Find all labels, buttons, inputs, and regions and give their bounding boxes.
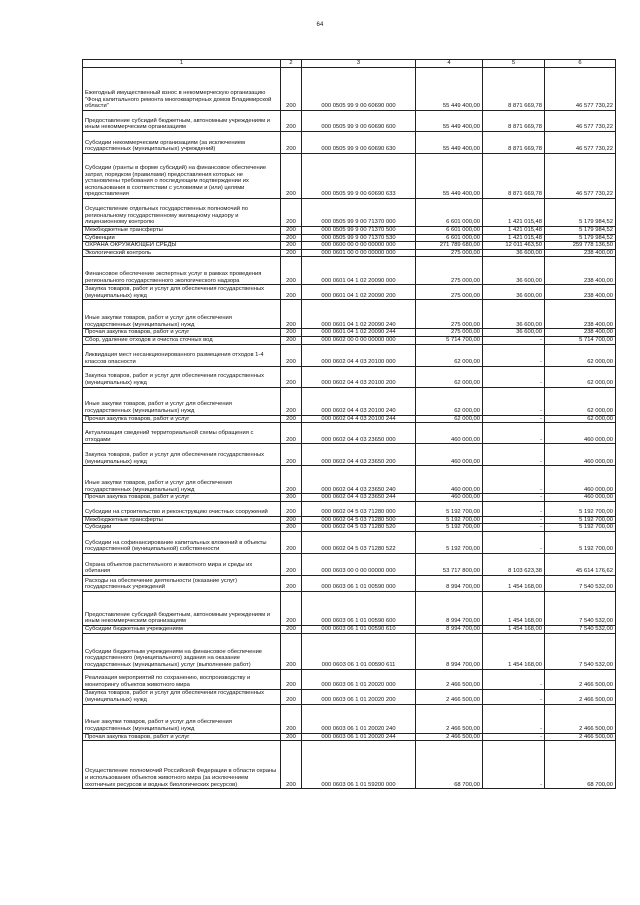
item-name-cell: Закупка товаров, работ и услуг для обеспечения государственных (муниципальных) нужд (83, 444, 281, 466)
line-code-cell: 200 (281, 494, 302, 502)
line-code-cell: 200 (281, 501, 302, 516)
approved-amount-cell: 2 466 500,00 (416, 733, 483, 741)
approved-amount-cell: 62 000,00 (416, 415, 483, 423)
budget-classification-code-cell: 000 0603 00 0 00 00000 000 (302, 553, 416, 575)
approved-amount-cell: 5 192 700,00 (416, 524, 483, 532)
budget-classification-code-cell: 000 0602 04 4 03 23650 240 (302, 466, 416, 494)
executed-amount-cell: - (483, 466, 545, 494)
executed-amount-cell: 1 421 015,48 (483, 234, 545, 242)
approved-amount-cell: 460 000,00 (416, 466, 483, 494)
budget-classification-code-cell: 000 0602 04 4 03 23650 244 (302, 494, 416, 502)
table-header (83, 60, 616, 68)
executed-amount-cell: - (483, 501, 545, 516)
budget-classification-code-cell: 000 0602 00 0 00 00000 000 (302, 336, 416, 344)
remaining-amount-cell: 5 192 700,00 (545, 501, 616, 516)
remaining-amount-cell: 5 192 700,00 (545, 516, 616, 524)
table-row (83, 516, 616, 524)
remaining-amount-cell: 7 540 532,00 (545, 575, 616, 591)
table-row (83, 444, 616, 466)
line-code-cell: 200 (281, 423, 302, 444)
budget-classification-code-cell: 000 0601 04 1 02 20090 240 (302, 300, 416, 329)
line-code-cell: 200 (281, 111, 302, 132)
remaining-amount-cell: 460 000,00 (545, 423, 616, 444)
table-row (83, 466, 616, 494)
approved-amount-cell: 460 000,00 (416, 494, 483, 502)
item-name-cell: Иные закупки товаров, работ и услуг для обеспечения государственных (муниципальных) нужд (83, 387, 281, 415)
budget-classification-code-cell: 000 0602 04 4 03 20100 000 (302, 344, 416, 366)
executed-amount-cell: - (483, 733, 545, 741)
item-name-cell: Субсидии на строительство и реконструкцию очистных сооружений (83, 501, 281, 516)
budget-classification-code-cell: 000 0603 06 1 01 00590 611 (302, 633, 416, 669)
line-code-cell: 200 (281, 733, 302, 741)
budget-classification-code-cell: 000 0603 06 1 01 20020 240 (302, 704, 416, 733)
item-name-cell: Прочая закупка товаров, работ и услуг (83, 415, 281, 423)
table-row (83, 591, 616, 625)
approved-amount-cell: 6 601 000,00 (416, 227, 483, 235)
item-name-cell: Прочая закупка товаров, работ и услуг (83, 733, 281, 741)
item-name-cell: Финансовое обеспечение экспертных услуг в рамках проведения регионального государственного экологического надзора (83, 257, 281, 285)
item-name-cell: Субсидии некоммерческим организациям (за исключением государственных (муниципальных) учреждений) (83, 132, 281, 154)
budget-classification-code-cell: 000 0505 99 9 00 60690 633 (302, 154, 416, 199)
approved-amount-cell: 55 449 400,00 (416, 68, 483, 111)
budget-classification-code-cell: 000 0601 04 1 02 20090 244 (302, 329, 416, 337)
budget-classification-code-cell: 000 0505 99 9 00 60690 600 (302, 111, 416, 132)
remaining-amount-cell: 7 540 532,00 (545, 633, 616, 669)
approved-amount-cell: 5 192 700,00 (416, 501, 483, 516)
item-name-cell: Субсидии бюджетным учреждениям (83, 625, 281, 633)
approved-amount-cell: 8 994 700,00 (416, 625, 483, 633)
budget-classification-code-cell: 000 0603 06 1 01 20020 244 (302, 733, 416, 741)
executed-amount-cell: - (483, 344, 545, 366)
item-name-cell: Предоставление субсидий бюджетным, автономным учреждениям и иным некоммерческим организациям (83, 111, 281, 132)
approved-amount-cell: 2 466 500,00 (416, 704, 483, 733)
executed-amount-cell: 36 600,00 (483, 329, 545, 337)
item-name-cell: Иные закупки товаров, работ и услуг для обеспечения государственных (муниципальных) нужд (83, 300, 281, 329)
table-row (83, 415, 616, 423)
column-number-row (83, 60, 616, 68)
line-code-cell: 200 (281, 466, 302, 494)
table-row (83, 741, 616, 789)
approved-amount-cell: 460 000,00 (416, 423, 483, 444)
budget-classification-code-cell: 000 0603 06 1 01 59200 000 (302, 741, 416, 789)
executed-amount-cell: 36 600,00 (483, 257, 545, 285)
approved-amount-cell: 62 000,00 (416, 344, 483, 366)
table-row (83, 669, 616, 689)
table-row (83, 625, 616, 633)
line-code-cell: 200 (281, 689, 302, 704)
budget-classification-code-cell: 000 0603 06 1 01 20020 200 (302, 689, 416, 704)
item-name-cell: Закупка товаров, работ и услуг для обеспечения государственных (муниципальных) нужд (83, 689, 281, 704)
column-number-6: 6 (545, 60, 616, 68)
line-code-cell: 200 (281, 669, 302, 689)
budget-classification-code-cell: 000 0603 06 1 01 20020 000 (302, 669, 416, 689)
remaining-amount-cell: 46 577 730,22 (545, 132, 616, 154)
table-row (83, 524, 616, 532)
budget-classification-code-cell: 000 0505 99 9 00 60690 000 (302, 68, 416, 111)
item-name-cell: Актуализация сведений территориальной схемы обращения с отходами (83, 423, 281, 444)
budget-classification-code-cell: 000 0602 04 4 03 23650 000 (302, 423, 416, 444)
table-row (83, 344, 616, 366)
table-row (83, 553, 616, 575)
approved-amount-cell: 6 601 000,00 (416, 199, 483, 227)
item-name-cell: Субвенции (83, 234, 281, 242)
item-name-cell: Иные закупки товаров, работ и услуг для обеспечения государственных (муниципальных) нужд (83, 704, 281, 733)
item-name-cell: Субсидии (гранты в форме субсидий) на финансовое обеспечение затрат, порядком (правилами) предоставления которых не установлены требования о последующем подтверждении их использования в соответствии с условиями и (или) целями предоставления (83, 154, 281, 199)
budget-classification-code-cell: 000 0602 04 4 03 20100 240 (302, 387, 416, 415)
remaining-amount-cell: 62 000,00 (545, 415, 616, 423)
table-row (83, 531, 616, 553)
table-row (83, 633, 616, 669)
budget-classification-code-cell: 000 0603 06 1 01 00590 600 (302, 591, 416, 625)
line-code-cell: 200 (281, 366, 302, 387)
table-row (83, 285, 616, 300)
approved-amount-cell: 5 714 700,00 (416, 336, 483, 344)
line-code-cell: 200 (281, 387, 302, 415)
table-row (83, 111, 616, 132)
remaining-amount-cell: 5 714 700,00 (545, 336, 616, 344)
approved-amount-cell: 5 192 700,00 (416, 516, 483, 524)
approved-amount-cell: 8 994 700,00 (416, 575, 483, 591)
approved-amount-cell: 8 994 700,00 (416, 591, 483, 625)
approved-amount-cell: 460 000,00 (416, 444, 483, 466)
line-code-cell: 200 (281, 633, 302, 669)
executed-amount-cell: - (483, 531, 545, 553)
executed-amount-cell: 36 600,00 (483, 300, 545, 329)
approved-amount-cell: 55 449 400,00 (416, 132, 483, 154)
executed-amount-cell: 12 011 463,50 (483, 242, 545, 250)
line-code-cell: 200 (281, 625, 302, 633)
remaining-amount-cell: 46 577 730,22 (545, 154, 616, 199)
line-code-cell: 200 (281, 285, 302, 300)
budget-classification-code-cell: 000 0603 06 1 01 00590 000 (302, 575, 416, 591)
budget-table (82, 59, 616, 789)
executed-amount-cell: 1 421 015,48 (483, 199, 545, 227)
executed-amount-cell: - (483, 704, 545, 733)
item-name-cell: Прочая закупка товаров, работ и услуг (83, 494, 281, 502)
executed-amount-cell: 8 103 623,38 (483, 553, 545, 575)
line-code-cell: 200 (281, 68, 302, 111)
approved-amount-cell: 55 449 400,00 (416, 154, 483, 199)
item-name-cell: ОХРАНА ОКРУЖАЮЩЕЙ СРЕДЫ (83, 242, 281, 250)
table-row (83, 501, 616, 516)
budget-classification-code-cell: 000 0602 04 5 03 71280 522 (302, 531, 416, 553)
line-code-cell: 200 (281, 575, 302, 591)
line-code-cell: 200 (281, 199, 302, 227)
approved-amount-cell: 62 000,00 (416, 366, 483, 387)
column-number-4: 4 (416, 60, 483, 68)
executed-amount-cell: - (483, 741, 545, 789)
approved-amount-cell: 275 000,00 (416, 257, 483, 285)
remaining-amount-cell: 2 466 500,00 (545, 704, 616, 733)
page-number: 64 (316, 22, 324, 28)
remaining-amount-cell: 2 466 500,00 (545, 733, 616, 741)
table-row (83, 366, 616, 387)
remaining-amount-cell: 238 400,00 (545, 300, 616, 329)
remaining-amount-cell: 62 000,00 (545, 387, 616, 415)
item-name-cell: Предоставление субсидий бюджетным, автономным учреждениям и иным некоммерческим организациям (83, 591, 281, 625)
executed-amount-cell: - (483, 415, 545, 423)
budget-classification-code-cell: 000 0505 99 9 00 71370 500 (302, 227, 416, 235)
table-row (83, 689, 616, 704)
remaining-amount-cell: 5 179 984,52 (545, 227, 616, 235)
table-row (83, 423, 616, 444)
line-code-cell: 200 (281, 154, 302, 199)
table-row (83, 387, 616, 415)
approved-amount-cell: 275 000,00 (416, 285, 483, 300)
line-code-cell: 200 (281, 553, 302, 575)
executed-amount-cell: 8 871 669,78 (483, 132, 545, 154)
item-name-cell: Закупка товаров, работ и услуг для обеспечения государственных (муниципальных) нужд (83, 285, 281, 300)
line-code-cell: 200 (281, 257, 302, 285)
table-row (83, 154, 616, 199)
item-name-cell: Межбюджетные трансферты (83, 227, 281, 235)
budget-classification-code-cell: 000 0601 00 0 00 00000 000 (302, 249, 416, 257)
table-row (83, 227, 616, 235)
remaining-amount-cell: 5 192 700,00 (545, 524, 616, 532)
remaining-amount-cell: 68 700,00 (545, 741, 616, 789)
budget-classification-code-cell: 000 0602 04 5 03 71280 000 (302, 501, 416, 516)
budget-classification-code-cell: 000 0603 06 1 01 00590 610 (302, 625, 416, 633)
remaining-amount-cell: 46 577 730,22 (545, 68, 616, 111)
column-number-5: 5 (483, 60, 545, 68)
approved-amount-cell: 275 000,00 (416, 329, 483, 337)
approved-amount-cell: 5 192 700,00 (416, 531, 483, 553)
line-code-cell: 200 (281, 234, 302, 242)
approved-amount-cell: 62 000,00 (416, 387, 483, 415)
budget-classification-code-cell: 000 0602 04 4 03 20100 244 (302, 415, 416, 423)
approved-amount-cell: 275 000,00 (416, 249, 483, 257)
remaining-amount-cell: 7 540 532,00 (545, 625, 616, 633)
executed-amount-cell: - (483, 689, 545, 704)
table-row (83, 234, 616, 242)
table-body (83, 68, 616, 789)
remaining-amount-cell: 45 614 176,62 (545, 553, 616, 575)
table-row (83, 242, 616, 250)
approved-amount-cell: 55 449 400,00 (416, 111, 483, 132)
remaining-amount-cell: 460 000,00 (545, 444, 616, 466)
budget-classification-code-cell: 000 0505 99 9 00 71370 530 (302, 234, 416, 242)
line-code-cell: 200 (281, 741, 302, 789)
table-row (83, 336, 616, 344)
remaining-amount-cell: 5 179 984,52 (545, 199, 616, 227)
remaining-amount-cell: 238 400,00 (545, 257, 616, 285)
executed-amount-cell: - (483, 444, 545, 466)
line-code-cell: 200 (281, 300, 302, 329)
remaining-amount-cell: 238 400,00 (545, 249, 616, 257)
item-name-cell: Реализация мероприятий по сохранению, воспроизводству и мониторингу объектов животного мира (83, 669, 281, 689)
approved-amount-cell: 68 700,00 (416, 741, 483, 789)
item-name-cell: Прочая закупка товаров, работ и услуг (83, 329, 281, 337)
budget-classification-code-cell: 000 0601 04 1 02 20090 200 (302, 285, 416, 300)
item-name-cell: Осуществление полномочий Российской Федерации в области охраны и использования объектов животного мира (за исключением охотничьих ресурсов и водных биологических ресурсов) (83, 741, 281, 789)
line-code-cell: 200 (281, 444, 302, 466)
executed-amount-cell: 36 600,00 (483, 249, 545, 257)
remaining-amount-cell: 460 000,00 (545, 466, 616, 494)
executed-amount-cell: - (483, 669, 545, 689)
line-code-cell: 200 (281, 531, 302, 553)
budget-classification-code-cell: 000 0601 04 1 02 20090 000 (302, 257, 416, 285)
item-name-cell: Субсидии на софинансирование капитальных вложений в объекты государственной (муниципальной) собственности (83, 531, 281, 553)
executed-amount-cell: - (483, 516, 545, 524)
remaining-amount-cell: 238 400,00 (545, 285, 616, 300)
table-row (83, 249, 616, 257)
approved-amount-cell: 6 601 000,00 (416, 234, 483, 242)
line-code-cell: 200 (281, 524, 302, 532)
line-code-cell: 200 (281, 336, 302, 344)
line-code-cell: 200 (281, 329, 302, 337)
item-name-cell: Субсидии бюджетным учреждениям на финансовое обеспечение государственного (муниципального) задания на оказание государственных (муниципальных) услуг (выполнение работ) (83, 633, 281, 669)
executed-amount-cell: - (483, 423, 545, 444)
line-code-cell: 200 (281, 249, 302, 257)
table-row (83, 68, 616, 111)
budget-classification-code-cell: 000 0600 00 0 00 00000 000 (302, 242, 416, 250)
approved-amount-cell: 275 000,00 (416, 300, 483, 329)
item-name-cell: Ежегодный имущественный взнос в некоммерческую организацию "Фонд капитального ремонта многоквартирных домов Владимирской области" (83, 68, 281, 111)
line-code-cell: 200 (281, 227, 302, 235)
item-name-cell: Охрана объектов растительного и животного мира и среды их обитания (83, 553, 281, 575)
budget-classification-code-cell: 000 0505 99 9 00 60690 630 (302, 132, 416, 154)
column-number-3: 3 (302, 60, 416, 68)
remaining-amount-cell: 460 000,00 (545, 494, 616, 502)
table-row (83, 494, 616, 502)
item-name-cell: Субсидии (83, 524, 281, 532)
table-row (83, 329, 616, 337)
remaining-amount-cell: 2 466 500,00 (545, 669, 616, 689)
remaining-amount-cell: 62 000,00 (545, 366, 616, 387)
executed-amount-cell: 1 454 168,00 (483, 591, 545, 625)
remaining-amount-cell: 259 778 136,50 (545, 242, 616, 250)
remaining-amount-cell: 5 179 984,52 (545, 234, 616, 242)
line-code-cell: 200 (281, 516, 302, 524)
item-name-cell: Осуществление отдельных государственных полномочий по региональному государственному жилищному надзору и лицензионному контролю (83, 199, 281, 227)
table-row (83, 132, 616, 154)
executed-amount-cell: 8 871 669,78 (483, 111, 545, 132)
budget-classification-code-cell: 000 0505 99 9 00 71370 000 (302, 199, 416, 227)
table-row (83, 575, 616, 591)
executed-amount-cell: 1 454 168,00 (483, 625, 545, 633)
table-row (83, 733, 616, 741)
executed-amount-cell: 8 871 669,78 (483, 68, 545, 111)
executed-amount-cell: 1 421 015,48 (483, 227, 545, 235)
item-name-cell: Ликвидация мест несанкционированного размещения отходов 1-4 классов опасности (83, 344, 281, 366)
table-row (83, 199, 616, 227)
executed-amount-cell: 1 454 168,00 (483, 575, 545, 591)
item-name-cell: Закупка товаров, работ и услуг для обеспечения государственных (муниципальных) нужд (83, 366, 281, 387)
budget-classification-code-cell: 000 0602 04 5 03 71280 520 (302, 524, 416, 532)
remaining-amount-cell: 2 466 500,00 (545, 689, 616, 704)
approved-amount-cell: 2 466 500,00 (416, 669, 483, 689)
line-code-cell: 200 (281, 344, 302, 366)
table-row (83, 300, 616, 329)
executed-amount-cell: 8 871 669,78 (483, 154, 545, 199)
budget-classification-code-cell: 000 0602 04 5 03 71280 500 (302, 516, 416, 524)
line-code-cell: 200 (281, 415, 302, 423)
item-name-cell: Иные закупки товаров, работ и услуг для обеспечения государственных (муниципальных) нужд (83, 466, 281, 494)
column-number-1: 1 (83, 60, 281, 68)
approved-amount-cell: 2 466 500,00 (416, 689, 483, 704)
item-name-cell: Межбюджетные трансферты (83, 516, 281, 524)
item-name-cell: Экологический контроль (83, 249, 281, 257)
approved-amount-cell: 53 717 800,00 (416, 553, 483, 575)
executed-amount-cell: 1 454 168,00 (483, 633, 545, 669)
remaining-amount-cell: 5 192 700,00 (545, 531, 616, 553)
executed-amount-cell: - (483, 387, 545, 415)
executed-amount-cell: - (483, 494, 545, 502)
remaining-amount-cell: 62 000,00 (545, 344, 616, 366)
item-name-cell: Расходы на обеспечение деятельности (оказание услуг) государственных учреждений (83, 575, 281, 591)
item-name-cell: Сбор, удаление отходов и очистка сточных вод (83, 336, 281, 344)
executed-amount-cell: - (483, 524, 545, 532)
column-number-2: 2 (281, 60, 302, 68)
budget-classification-code-cell: 000 0602 04 4 03 23650 200 (302, 444, 416, 466)
executed-amount-cell: - (483, 336, 545, 344)
budget-classification-code-cell: 000 0602 04 4 03 20100 200 (302, 366, 416, 387)
remaining-amount-cell: 238 400,00 (545, 329, 616, 337)
line-code-cell: 200 (281, 132, 302, 154)
approved-amount-cell: 271 789 680,00 (416, 242, 483, 250)
executed-amount-cell: - (483, 366, 545, 387)
approved-amount-cell: 8 994 700,00 (416, 633, 483, 669)
remaining-amount-cell: 7 540 532,00 (545, 591, 616, 625)
table-row (83, 257, 616, 285)
executed-amount-cell: 36 600,00 (483, 285, 545, 300)
remaining-amount-cell: 46 577 730,22 (545, 111, 616, 132)
line-code-cell: 200 (281, 591, 302, 625)
table-row (83, 704, 616, 733)
line-code-cell: 200 (281, 242, 302, 250)
line-code-cell: 200 (281, 704, 302, 733)
